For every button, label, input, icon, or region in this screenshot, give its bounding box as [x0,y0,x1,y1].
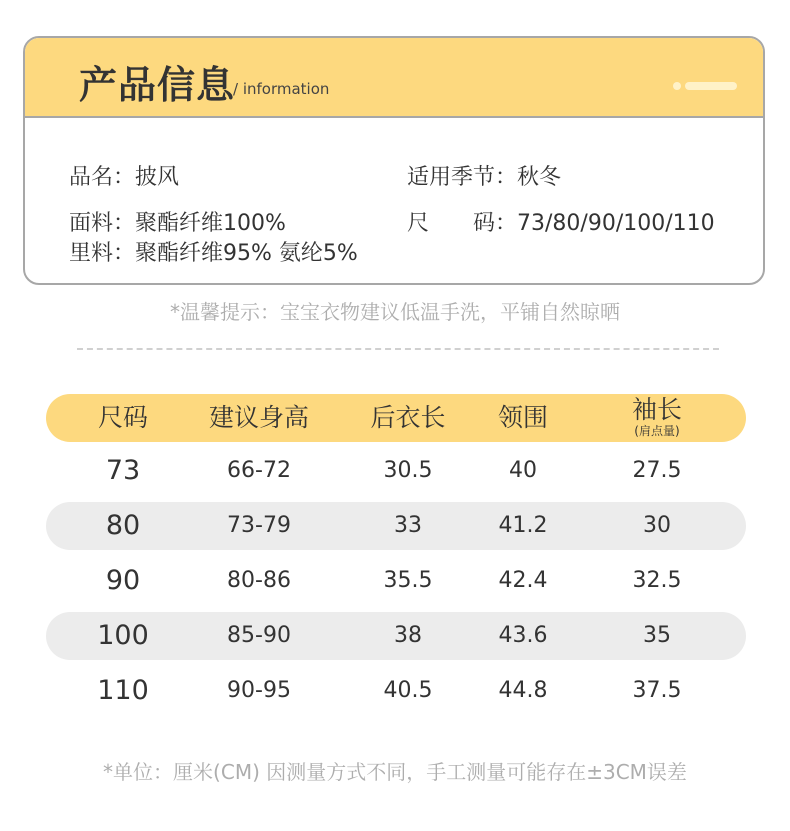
cell-neck: 43.6 [498,623,548,648]
lining-label: 里料： [69,241,136,266]
table-row [46,447,746,495]
cell-size: 100 [97,620,149,651]
product-name-value: 披风 [135,165,180,190]
decorative-bar [685,82,737,90]
product-info-card [23,36,765,285]
cell-back-length: 33 [394,513,422,538]
fabric-value: 聚酯纤维100% [135,211,286,236]
cell-height: 66-72 [227,458,291,483]
season-label: 适用季节： [407,165,518,190]
cell-sleeve: 37.5 [632,678,682,703]
lining-value: 聚酯纤维95% 氨纶5% [135,241,358,266]
info-lining [69,236,358,267]
table-row [46,612,746,660]
cell-height: 85-90 [227,623,291,648]
cell-size: 90 [105,565,141,596]
cell-size: 80 [105,510,141,541]
size-table-header [46,394,746,442]
decorative-dot [673,82,681,90]
cell-sleeve: 30 [643,513,671,538]
cell-sleeve: 27.5 [632,458,682,483]
product-info-title: 产品信息 [79,63,236,107]
cell-neck: 41.2 [498,513,548,538]
cell-back-length: 38 [394,623,422,648]
cell-neck: 42.4 [498,568,548,593]
cell-height: 73-79 [227,513,291,538]
info-size [407,206,715,237]
cell-neck: 44.8 [498,678,548,703]
care-tip: *温馨提示：宝宝衣物建议低温手洗，平铺自然晾晒 [170,300,620,324]
size-label: 尺 码： [407,211,518,236]
product-info-subtitle: / information [233,80,330,98]
cell-back-length: 35.5 [383,568,433,593]
season-value: 秋冬 [517,165,562,190]
cell-size: 73 [105,455,141,486]
header-height: 建议身高 [208,403,310,432]
info-product-name [69,160,179,191]
header-neck: 领围 [497,403,549,432]
cell-neck: 40 [509,458,537,483]
header-size: 尺码 [97,403,149,432]
measurement-note: *单位：厘米(CM) 因测量方式不同，手工测量可能存在±3CM误差 [103,760,687,784]
table-row [46,667,746,715]
table-row [46,502,746,550]
header-sleeve [632,396,682,438]
cell-sleeve: 35 [643,623,671,648]
dashed-divider [77,348,719,350]
fabric-label: 面料： [69,211,136,236]
cell-back-length: 40.5 [383,678,433,703]
header-back-length: 后衣长 [370,403,446,432]
cell-sleeve: 32.5 [632,568,682,593]
cell-back-length: 30.5 [383,458,433,483]
cell-size: 110 [97,675,149,706]
info-season [407,160,561,191]
product-info-header [25,38,763,118]
header-sleeve-note: (肩点量) [634,424,680,438]
header-sleeve-label: 袖长 [631,395,683,424]
table-row [46,557,746,605]
info-fabric [69,206,286,237]
product-name-label: 品名： [69,165,136,190]
cell-height: 80-86 [227,568,291,593]
cell-height: 90-95 [227,678,291,703]
size-value: 73/80/90/100/110 [517,211,715,236]
